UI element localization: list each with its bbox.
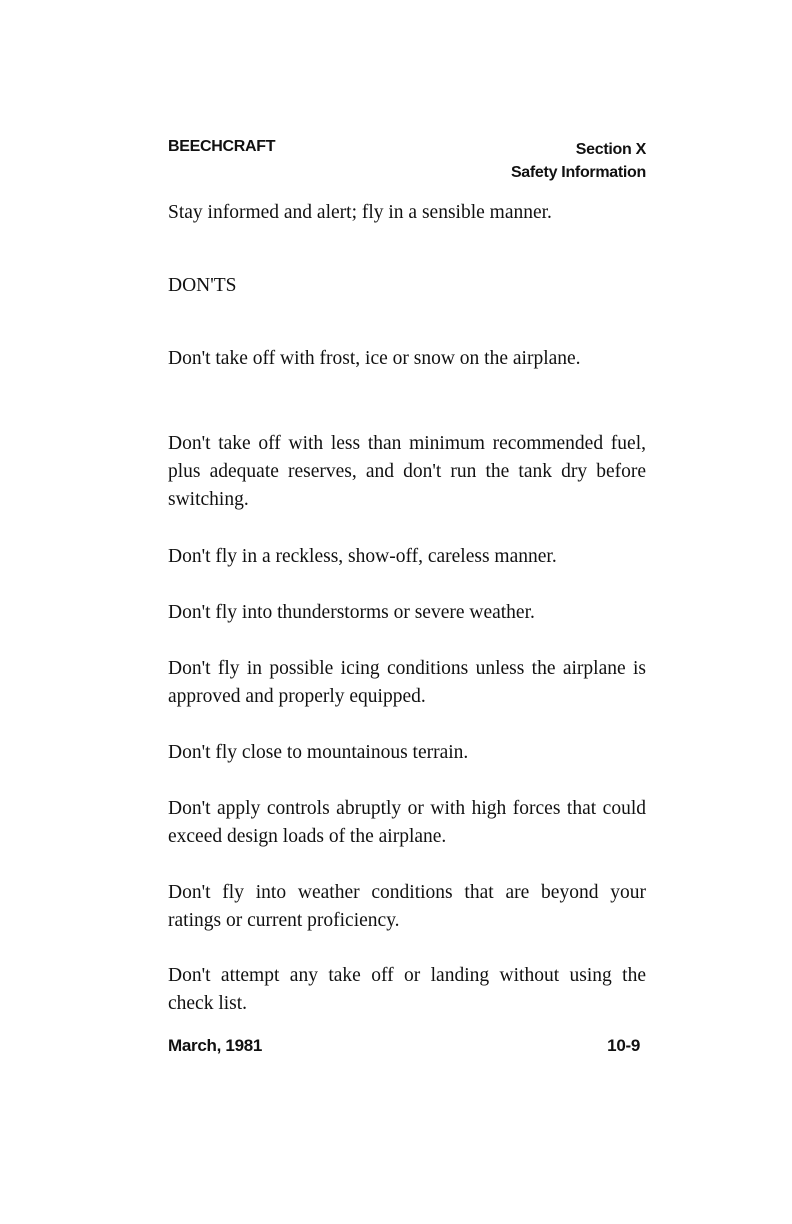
dont-item: Don't fly in a reckless, show-off, careless manner. <box>168 546 557 567</box>
donts-heading: DON'TS <box>168 275 237 296</box>
dont-item: Don't fly close to mountainous terrain. <box>168 742 469 763</box>
intro-paragraph: Stay informed and alert; fly in a sensible manner. <box>168 202 552 223</box>
brand-name: BEECHCRAFT <box>168 138 276 155</box>
dont-item: Don't attempt any take off or landing without using the check list. <box>168 965 646 1014</box>
dont-item: Don't apply controls abruptly or with high forces that could exceed design loads of the airplane. <box>168 798 646 847</box>
dont-item: Don't fly into thunderstorms or severe weather. <box>168 602 535 623</box>
section-number: Section X <box>575 141 646 158</box>
page-number: 10-9 <box>607 1036 640 1055</box>
dont-item: Don't take off with less than minimum recommended fuel, plus adequate reserves, and don't run the tank dry before switching. <box>168 433 646 510</box>
dont-item: Don't take off with frost, ice or snow on the airplane. <box>168 348 581 369</box>
dont-item: Don't fly into weather conditions that are beyond your ratings or current proficiency. <box>168 882 646 931</box>
section-heading <box>511 138 646 184</box>
dont-item: Don't fly in possible icing conditions unless the airplane is approved and properly equipped. <box>168 658 646 707</box>
revision-date: March, 1981 <box>168 1036 263 1055</box>
section-title: Safety Information <box>510 164 646 181</box>
